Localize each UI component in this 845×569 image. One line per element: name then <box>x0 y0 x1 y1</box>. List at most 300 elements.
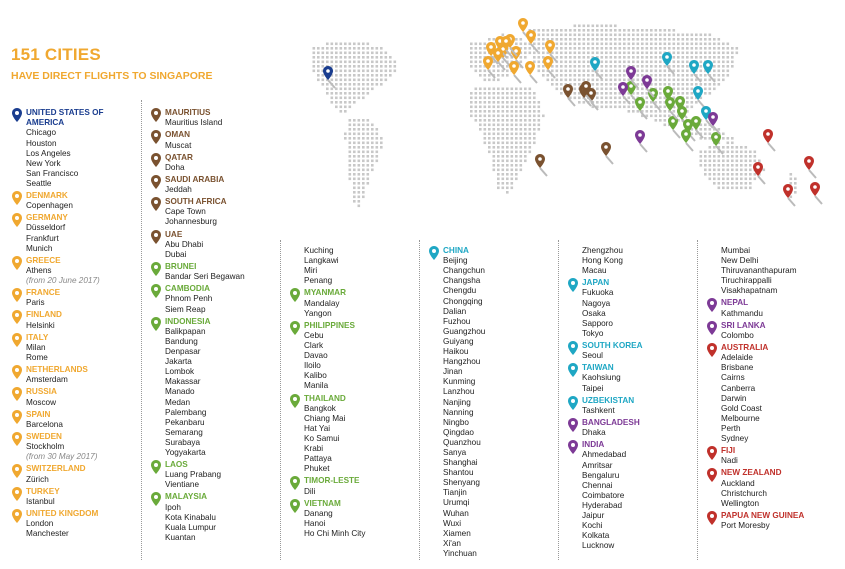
map-dot <box>497 106 500 109</box>
map-dot <box>637 65 640 68</box>
map-dot <box>511 101 514 104</box>
map-dot <box>740 187 743 190</box>
city-name: Frankfurt <box>26 233 59 243</box>
map-dot <box>340 101 343 104</box>
city-name: Dhaka <box>582 428 606 438</box>
map-dot <box>502 97 505 100</box>
map-dot <box>736 187 739 190</box>
city-name: Bengaluru <box>582 470 620 480</box>
city-name: Clark <box>304 341 324 351</box>
map-dot <box>650 56 653 59</box>
map-dot <box>349 70 352 73</box>
city-name: Seattle <box>26 178 52 188</box>
map-dot <box>502 142 505 145</box>
map-dot <box>349 65 352 68</box>
map-dot <box>578 25 581 28</box>
city-name: Mauritius Island <box>165 118 223 128</box>
map-dot <box>731 164 734 167</box>
map-dot <box>502 178 505 181</box>
city-name: Phuket <box>304 464 330 474</box>
map-dot <box>596 101 599 104</box>
map-dot <box>358 169 361 172</box>
map-dot <box>493 92 496 95</box>
city-name: Ipoh <box>165 502 181 512</box>
map-dot <box>632 61 635 64</box>
map-dot <box>605 29 608 32</box>
map-dot <box>344 97 347 100</box>
map-dot <box>668 115 671 118</box>
map-dot <box>628 97 631 100</box>
map-dot <box>362 70 365 73</box>
map-dot <box>569 70 572 73</box>
map-dot <box>376 146 379 149</box>
map-dot <box>371 151 374 154</box>
city-name: Mandalay <box>304 298 340 308</box>
map-dot <box>358 173 361 176</box>
map-dot <box>511 164 514 167</box>
map-dot <box>641 47 644 50</box>
map-dot <box>497 128 500 131</box>
map-dot <box>317 79 320 82</box>
map-dot <box>506 74 509 77</box>
map-dot <box>506 146 509 149</box>
map-dot <box>493 106 496 109</box>
map-dot <box>637 92 640 95</box>
map-dot <box>497 164 500 167</box>
map-dot <box>556 83 559 86</box>
map-dot <box>506 88 509 91</box>
city-name: Quanzhou <box>443 437 481 447</box>
map-dot <box>713 169 716 172</box>
map-dot <box>682 47 685 50</box>
map-dot <box>736 52 739 55</box>
map-dot <box>344 56 347 59</box>
country-group <box>567 363 695 393</box>
map-dot <box>506 142 509 145</box>
location-pin-icon <box>707 343 717 357</box>
country-group <box>11 365 139 385</box>
map-dot <box>470 61 473 64</box>
map-dot <box>371 52 374 55</box>
map-dot <box>601 70 604 73</box>
country-group <box>706 246 834 296</box>
map-dot <box>596 43 599 46</box>
map-dot <box>506 191 509 194</box>
map-dot <box>727 151 730 154</box>
map-dot <box>704 38 707 41</box>
map-dot <box>524 110 527 113</box>
city-name: Bandung <box>165 336 198 346</box>
map-dot <box>488 146 491 149</box>
map-dot <box>713 65 716 68</box>
country-group <box>11 487 139 507</box>
map-dot <box>394 70 397 73</box>
map-dot <box>754 173 757 176</box>
city-name: Beijing <box>443 256 468 266</box>
city-name: Canberra <box>721 383 756 393</box>
map-dot <box>641 38 644 41</box>
map-dot <box>470 43 473 46</box>
map-dot <box>344 47 347 50</box>
map-dot <box>668 29 671 32</box>
map-dot <box>673 83 676 86</box>
map-dot <box>682 65 685 68</box>
map-dot <box>713 56 716 59</box>
map-dot <box>731 52 734 55</box>
map-dot <box>740 178 743 181</box>
city-name: Barcelona <box>26 419 63 429</box>
map-dot <box>344 83 347 86</box>
map-dot <box>614 97 617 100</box>
map-dot <box>358 88 361 91</box>
map-dot <box>691 52 694 55</box>
map-dot <box>718 160 721 163</box>
map-dot <box>632 52 635 55</box>
map-dot <box>646 61 649 64</box>
map-dot <box>511 146 514 149</box>
map-dot <box>497 142 500 145</box>
map-dot <box>686 88 689 91</box>
city-name: Colombo <box>721 330 754 340</box>
map-dot <box>623 101 626 104</box>
map-dot <box>484 142 487 145</box>
column-divider <box>558 240 559 560</box>
map-dot <box>529 88 532 91</box>
map-dot <box>704 43 707 46</box>
map-dot <box>731 187 734 190</box>
map-dot <box>344 101 347 104</box>
country-group <box>150 460 278 490</box>
city-name: Pattaya <box>304 454 332 464</box>
map-dot <box>488 137 491 140</box>
city-name: Thiruvananthapuram <box>721 266 797 276</box>
map-dot <box>749 164 752 167</box>
map-dot <box>340 70 343 73</box>
map-dot <box>524 133 527 136</box>
city-name: Los Angeles <box>26 148 71 158</box>
map-dot <box>596 97 599 100</box>
map-dot <box>506 187 509 190</box>
map-dot <box>358 119 361 122</box>
city-name: Sapporo <box>582 318 613 328</box>
map-dot <box>358 182 361 185</box>
map-dot <box>533 137 536 140</box>
country-group <box>11 213 139 253</box>
map-dot <box>470 115 473 118</box>
map-dot <box>596 92 599 95</box>
map-dot <box>515 178 518 181</box>
map-dot <box>326 92 329 95</box>
map-dot <box>569 34 572 37</box>
country-group <box>428 246 556 559</box>
map-dot <box>349 155 352 158</box>
map-dot <box>727 137 730 140</box>
map-dot <box>601 83 604 86</box>
map-dot <box>493 101 496 104</box>
map-dot <box>628 34 631 37</box>
map-dot <box>479 52 482 55</box>
map-dot <box>718 155 721 158</box>
world-map-pins <box>323 18 822 206</box>
map-dot <box>605 97 608 100</box>
map-dot <box>358 47 361 50</box>
map-dot <box>493 110 496 113</box>
map-dot <box>470 47 473 50</box>
map-dot <box>587 70 590 73</box>
city-name: Bandar Seri Begawan <box>165 272 245 282</box>
map-dot <box>479 88 482 91</box>
map-dot <box>506 182 509 185</box>
city-name: Guiyang <box>443 336 474 346</box>
map-dot <box>614 101 617 104</box>
map-dot <box>686 47 689 50</box>
map-dot <box>529 133 532 136</box>
city-name: Chiang Mai <box>304 413 346 423</box>
map-dot <box>736 160 739 163</box>
map-dot <box>691 38 694 41</box>
service-start-note: (from 30 May 2017) <box>26 452 98 462</box>
map-dot <box>362 56 365 59</box>
map-dot <box>722 74 725 77</box>
map-dot <box>664 29 667 32</box>
map-dot <box>592 79 595 82</box>
map-dot <box>740 173 743 176</box>
map-dot <box>569 52 572 55</box>
map-dot <box>704 88 707 91</box>
map-dot <box>538 61 541 64</box>
country-name: SOUTH KOREA <box>582 340 643 350</box>
map-dot <box>677 83 680 86</box>
map-dot <box>596 79 599 82</box>
map-dot <box>506 178 509 181</box>
map-dot <box>538 128 541 131</box>
map-dot <box>601 43 604 46</box>
map-dot <box>497 124 500 127</box>
map-dot <box>335 43 338 46</box>
map-dot <box>794 182 797 185</box>
map-dot <box>610 47 613 50</box>
map-dot <box>713 182 716 185</box>
map-dot <box>628 61 631 64</box>
map-dot <box>596 25 599 28</box>
map-dot <box>331 56 334 59</box>
city-name: Kuala Lumpur <box>165 522 216 532</box>
map-dot <box>727 47 730 50</box>
map-dot <box>326 83 329 86</box>
map-dot <box>646 97 649 100</box>
map-dot <box>515 151 518 154</box>
map-dot <box>344 70 347 73</box>
map-dot <box>506 110 509 113</box>
map-dot <box>560 61 563 64</box>
map-location-pin-icon <box>526 30 538 52</box>
map-dot <box>632 43 635 46</box>
map-dot <box>641 70 644 73</box>
city-name: Chengdu <box>443 286 477 296</box>
map-dot <box>569 74 572 77</box>
map-dot <box>344 92 347 95</box>
map-dot <box>484 115 487 118</box>
map-dot <box>659 92 662 95</box>
map-dot <box>524 115 527 118</box>
map-dot <box>358 124 361 127</box>
map-dot <box>578 56 581 59</box>
map-dot <box>673 61 676 64</box>
map-dot <box>565 34 568 37</box>
map-dot <box>506 101 509 104</box>
map-dot <box>493 128 496 131</box>
map-dot <box>610 74 613 77</box>
map-dot <box>574 29 577 32</box>
country-name: NEPAL <box>721 298 749 308</box>
map-dot <box>515 97 518 100</box>
map-dot <box>371 146 374 149</box>
map-dot <box>479 74 482 77</box>
city-name: Macau <box>582 266 607 276</box>
map-dot <box>682 61 685 64</box>
city-name: Yogyakarta <box>165 447 206 457</box>
map-dot <box>614 56 617 59</box>
map-dot <box>340 110 343 113</box>
map-dot <box>695 47 698 50</box>
map-dot <box>542 29 545 32</box>
map-dot <box>713 178 716 181</box>
map-dot <box>587 65 590 68</box>
map-dot <box>623 52 626 55</box>
map-dot <box>479 128 482 131</box>
map-dot <box>713 38 716 41</box>
city-name: Copenhagen <box>26 201 73 211</box>
map-dot <box>556 34 559 37</box>
map-dot <box>362 164 365 167</box>
map-dot <box>646 101 649 104</box>
map-dot <box>353 191 356 194</box>
map-dot <box>520 151 523 154</box>
map-dot <box>551 79 554 82</box>
map-dot <box>497 178 500 181</box>
map-dot <box>677 61 680 64</box>
map-dot <box>574 56 577 59</box>
map-dot <box>650 38 653 41</box>
map-dot <box>493 124 496 127</box>
map-dot <box>619 101 622 104</box>
map-dot <box>605 74 608 77</box>
map-dot <box>740 160 743 163</box>
country-group <box>567 440 695 551</box>
map-dot <box>790 196 793 199</box>
map-dot <box>479 61 482 64</box>
map-dot <box>695 38 698 41</box>
country-group <box>706 446 834 466</box>
map-dot <box>367 61 370 64</box>
map-dot <box>664 79 667 82</box>
map-dot <box>515 173 518 176</box>
location-pin-icon <box>12 213 22 227</box>
map-dot <box>704 34 707 37</box>
city-name: Amsterdam <box>26 375 68 385</box>
map-dot <box>362 187 365 190</box>
map-dot <box>497 169 500 172</box>
map-dot <box>736 173 739 176</box>
map-dot <box>322 83 325 86</box>
map-dot <box>358 142 361 145</box>
map-dot <box>691 74 694 77</box>
location-pin-icon <box>707 511 717 525</box>
map-dot <box>628 79 631 82</box>
city-name: Urumqi <box>443 498 470 508</box>
map-dot <box>574 34 577 37</box>
map-dot <box>371 169 374 172</box>
city-name: Gold Coast <box>721 403 762 413</box>
map-dot <box>353 56 356 59</box>
map-dot <box>628 43 631 46</box>
map-dot <box>637 83 640 86</box>
country-name: SOUTH AFRICA <box>165 197 227 207</box>
map-dot <box>709 52 712 55</box>
map-dot <box>376 52 379 55</box>
country-name: JAPAN <box>582 278 610 288</box>
city-name: Siem Reap <box>165 304 206 314</box>
map-dot <box>533 106 536 109</box>
map-dot <box>353 79 356 82</box>
map-dot <box>686 61 689 64</box>
map-dot <box>542 34 545 37</box>
map-dot <box>488 79 491 82</box>
map-dot <box>520 155 523 158</box>
map-dot <box>668 83 671 86</box>
map-dot <box>578 97 581 100</box>
map-dot <box>677 70 680 73</box>
map-dot <box>565 56 568 59</box>
map-dot <box>749 187 752 190</box>
map-dot <box>578 47 581 50</box>
map-dot <box>677 65 680 68</box>
country-group <box>11 432 139 462</box>
map-dot <box>335 56 338 59</box>
city-name: Yangon <box>304 308 332 318</box>
map-dot <box>587 56 590 59</box>
city-name: Fuzhou <box>443 316 471 326</box>
map-dot <box>488 88 491 91</box>
map-dot <box>533 119 536 122</box>
map-dot <box>677 79 680 82</box>
map-dot <box>475 115 478 118</box>
map-dot <box>731 151 734 154</box>
map-dot <box>506 173 509 176</box>
map-dot <box>353 178 356 181</box>
map-dot <box>322 79 325 82</box>
map-dot <box>605 34 608 37</box>
map-dot <box>529 142 532 145</box>
map-dot <box>565 43 568 46</box>
map-dot <box>349 146 352 149</box>
location-pin-icon <box>568 278 578 292</box>
country-group <box>11 333 139 363</box>
map-dot <box>349 142 352 145</box>
map-dot <box>542 70 545 73</box>
map-dot <box>727 52 730 55</box>
map-dot <box>664 83 667 86</box>
map-dot <box>614 106 617 109</box>
map-dot <box>682 43 685 46</box>
map-dot <box>650 106 653 109</box>
map-dot <box>367 160 370 163</box>
map-dot <box>358 178 361 181</box>
city-name: Hat Yai <box>304 423 331 433</box>
map-dot <box>358 61 361 64</box>
map-dot <box>686 34 689 37</box>
map-dot <box>358 146 361 149</box>
